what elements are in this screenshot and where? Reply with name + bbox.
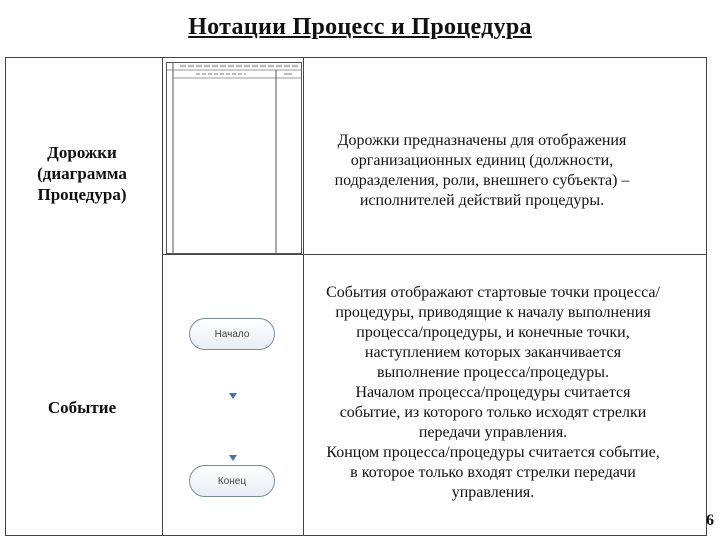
description-line: в которое только входят стрелки передачи xyxy=(350,464,636,481)
end-event-shape xyxy=(189,465,275,497)
event-label: Событие xyxy=(47,398,117,417)
arrow-down-icon xyxy=(229,455,237,461)
lanes-label-line: (диаграмма xyxy=(37,164,127,183)
lanes-description xyxy=(312,131,652,211)
description-line: Дорожки предназначены для отображения xyxy=(337,132,627,149)
event-description xyxy=(306,283,680,503)
page-number: 6 xyxy=(706,512,714,529)
lanes-label-line: Дорожки xyxy=(47,143,117,162)
description-line: процедуры, приводящие к началу выполнения xyxy=(335,304,651,321)
description-line: передачи управления. xyxy=(418,424,568,441)
arrow-down-icon xyxy=(229,393,237,399)
start-event-shape xyxy=(189,318,275,350)
lanes-label-line: Процедура) xyxy=(37,185,127,204)
start-event-label: Начало xyxy=(214,328,250,340)
description-line: управления. xyxy=(451,484,535,501)
description-line: выполнение процесса/процедуры. xyxy=(376,364,609,381)
description-line: подразделения, роли, внешнего субъекта) – xyxy=(334,172,630,189)
description-line: наступлением которых заканчивается xyxy=(364,344,622,361)
column-divider-left xyxy=(162,58,163,535)
end-event-label: Конец xyxy=(217,475,247,487)
description-line: исполнителей действий процедуры. xyxy=(359,192,605,209)
row-divider xyxy=(163,254,706,255)
description-line: событие, из которого только исходят стрелки xyxy=(339,404,647,421)
description-line: События отображают стартовые точки процесса/ xyxy=(326,284,660,301)
description-line: процесса/процедуры, и конечные точки, xyxy=(356,324,630,341)
column-divider-right xyxy=(303,58,304,535)
description-line: организационных единиц (должности, xyxy=(350,152,614,169)
swimlane-pool-illustration xyxy=(166,62,302,254)
description-line: Началом процесса/процедуры считается xyxy=(355,384,631,401)
slide-title: Нотации Процесс и Процедура xyxy=(188,14,532,40)
lanes-label xyxy=(22,142,142,205)
description-line: Концом процесса/процедуры считается событие, xyxy=(326,444,660,461)
